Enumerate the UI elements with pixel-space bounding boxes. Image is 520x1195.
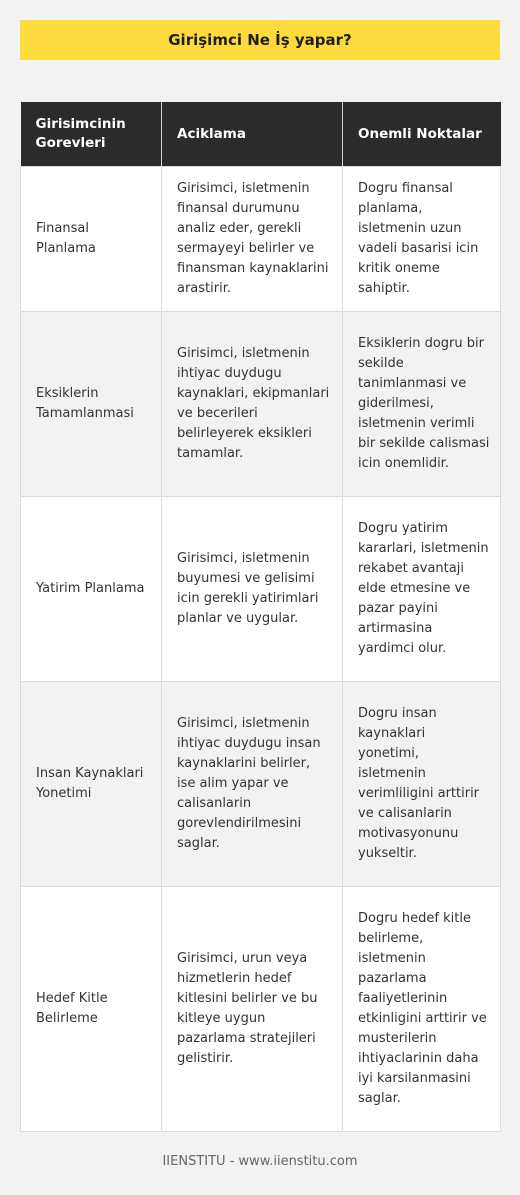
task-cell: Insan Kaynaklari Yonetimi — [21, 682, 162, 887]
task-cell: Hedef Kitle Belirleme — [21, 887, 162, 1132]
header-key-points: Onemli Noktalar — [343, 102, 501, 167]
key-points-cell: Dogru hedef kitle belirleme, isletmenin pazarlama faaliyetlerinin etkinligini arttirir ve musterilerin ihtiyaclarinin daha iyi karsilanmasini saglar. — [343, 887, 501, 1132]
table-row — [21, 167, 501, 312]
table-row — [21, 887, 501, 1132]
header-tasks: Girisimcinin Gorevleri — [21, 102, 162, 167]
tasks-table — [20, 102, 501, 1132]
task-cell: Yatirim Planlama — [21, 497, 162, 682]
key-points-cell: Dogru yatirim kararlari, isletmenin rekabet avantaji elde etmesine ve pazar payini artirmasina yardimci olur. — [343, 497, 501, 682]
table-row — [21, 497, 501, 682]
task-cell: Eksiklerin Tamamlanmasi — [21, 312, 162, 497]
page-title: Girişimci Ne İş yapar? — [20, 20, 500, 60]
description-cell: Girisimci, isletmenin buyumesi ve gelisimi icin gerekli yatirimlari planlar ve uygular. — [162, 497, 343, 682]
key-points-cell: Dogru finansal planlama, isletmenin uzun vadeli basarisi icin kritik oneme sahiptir. — [343, 167, 501, 312]
table-header-row — [21, 102, 501, 167]
description-cell: Girisimci, isletmenin ihtiyac duydugu kaynaklari, ekipmanlari ve becerileri belirleyerek eksikleri tamamlar. — [162, 312, 343, 497]
table-row — [21, 312, 501, 497]
task-cell: Finansal Planlama — [21, 167, 162, 312]
key-points-cell: Dogru insan kaynaklari yonetimi, isletmenin verimliligini arttirir ve calisanlarin motivasyonunu yukseltir. — [343, 682, 501, 887]
key-points-cell: Eksiklerin dogru bir sekilde tanimlanmasi ve giderilmesi, isletmenin verimli bir sekilde calismasi icin onemlidir. — [343, 312, 501, 497]
header-description: Aciklama — [162, 102, 343, 167]
footer-credit: IIENSTITU - www.iienstitu.com — [162, 1154, 358, 1169]
description-cell: Girisimci, urun veya hizmetlerin hedef kitlesini belirler ve bu kitleye uygun pazarlama stratejileri gelistirir. — [162, 887, 343, 1132]
description-cell: Girisimci, isletmenin finansal durumunu analiz eder, gerekli sermayeyi belirler ve finansman kaynaklarini arastirir. — [162, 167, 343, 312]
description-cell: Girisimci, isletmenin ihtiyac duydugu insan kaynaklarini belirler, ise alim yapar ve calisanlarin gorevlendirilmesini saglar. — [162, 682, 343, 887]
table-row — [21, 682, 501, 887]
